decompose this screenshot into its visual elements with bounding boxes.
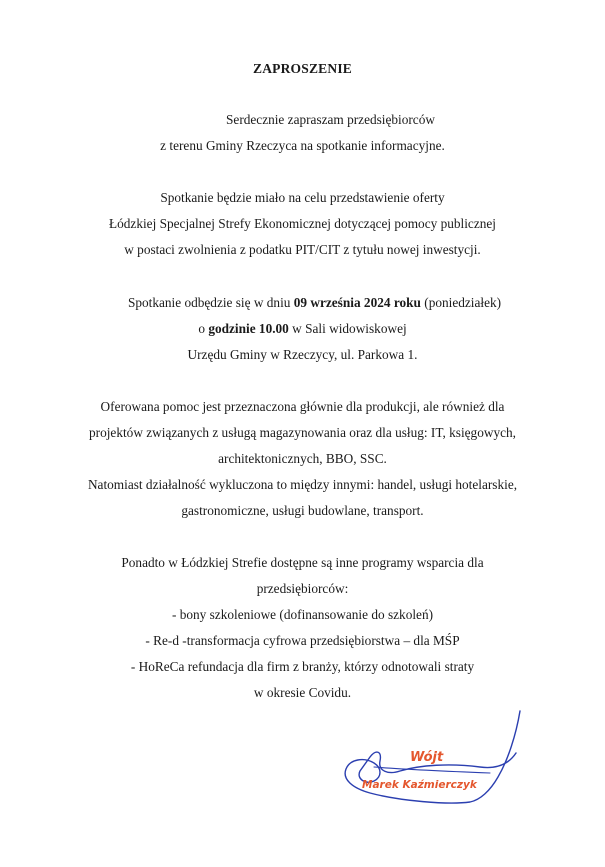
purpose-line-3: w postaci zwolnienia z podatku PIT/CIT z tytułu nowej inwestycji.: [124, 242, 481, 257]
offer-line-3: architektonicznych, BBO, SSC.: [218, 451, 387, 466]
programs-line-2: przedsiębiorców:: [256, 581, 349, 596]
programs-item-2: - Re-d -transformacja cyfrowa przedsiębiorstwa – dla MŚP: [145, 633, 460, 648]
meeting-time-prefix: o: [198, 321, 209, 336]
purpose-line-2: Łódzkiej Specjalnej Strefy Ekonomicznej dotyczącej pomocy publicznej: [109, 216, 496, 231]
offer-line-2: projektów związanych z usługą magazynowania oraz dla usług: IT, księgowych,: [89, 425, 516, 440]
programs-line-6: w okresie Covidu.: [253, 685, 352, 700]
meeting-time: godzinie 10.00: [208, 321, 289, 336]
meeting-date-line: [12, 295, 605, 311]
meeting-time-line: [0, 321, 605, 337]
offer-line-4: Natomiast działalność wykluczona to między innymi: handel, usługi hotelarskie,: [87, 477, 518, 492]
programs-line-1: Ponadto w Łódzkiej Strefie dostępne są inne programy wsparcia dla: [121, 555, 484, 570]
offer-line-1: Oferowana pomoc jest przeznaczona głównie dla produkcji, ale również dla: [100, 399, 505, 414]
invite-line-1: Serdecznie zapraszam przedsiębiorców: [226, 112, 435, 127]
meeting-address-line: Urzędu Gminy w Rzeczycy, ul. Parkowa 1.: [187, 347, 418, 362]
meeting-venue: w Sali widowiskowej: [288, 321, 407, 336]
programs-item-1: - bony szkoleniowe (dofinansowanie do szkoleń): [171, 607, 434, 622]
meeting-date-prefix: Spotkanie odbędzie się w dniu: [127, 295, 294, 310]
purpose-line-1: Spotkanie będzie miało na celu przedstawienie oferty: [160, 190, 445, 205]
programs-item-3: - HoReCa refundacja dla firm z branży, którzy odnotowali straty: [130, 659, 475, 674]
meeting-weekday: (poniedziałek): [420, 295, 502, 310]
invite-line-2: z terenu Gminy Rzeczyca na spotkanie informacyjne.: [160, 138, 445, 153]
offer-line-5: gastronomiczne, usługi budowlane, transport.: [181, 503, 424, 518]
meeting-date: 09 września 2024 roku: [293, 295, 421, 310]
signature-role: Wójt: [410, 750, 444, 765]
signature-name: Marek Kaźmierczyk: [362, 779, 477, 791]
document-title: ZAPROSZENIE: [253, 61, 352, 76]
